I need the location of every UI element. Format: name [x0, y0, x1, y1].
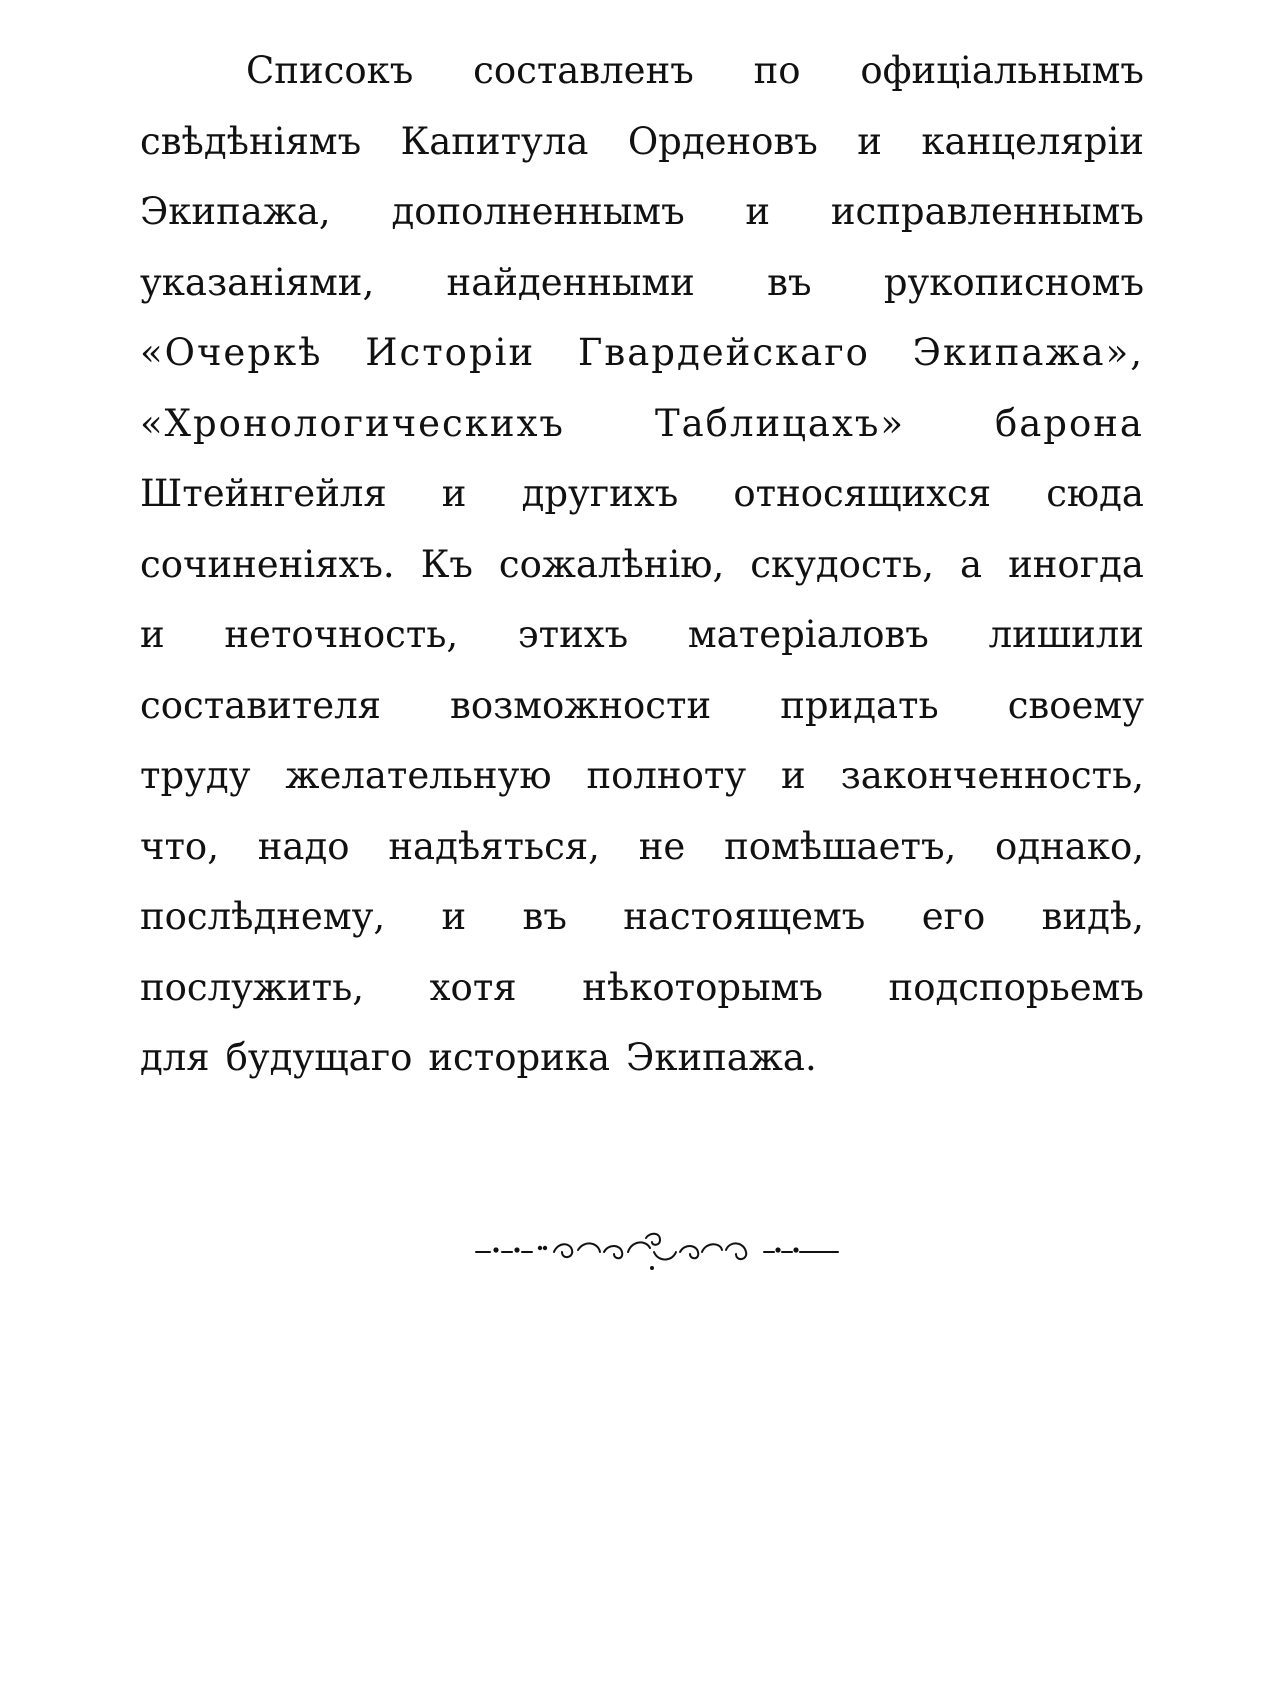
word: и	[441, 895, 467, 938]
word: Гвардейскаго	[577, 331, 870, 374]
text-line	[140, 953, 1144, 1024]
word: составителя	[140, 683, 381, 727]
word: и	[441, 472, 467, 515]
word: законченность,	[840, 754, 1144, 797]
word: историка	[428, 1036, 611, 1079]
ornamental-divider-icon	[474, 1228, 840, 1274]
word: труду	[140, 754, 251, 797]
word: барона	[994, 401, 1144, 445]
word: будущаго	[225, 1036, 413, 1079]
word: не	[638, 824, 686, 868]
word: настоящемъ	[623, 895, 866, 938]
word: иногда	[1008, 542, 1144, 586]
word: желательную	[285, 754, 552, 797]
word: въ	[522, 895, 567, 938]
text-line	[140, 741, 1144, 812]
paragraph	[140, 36, 1144, 1094]
word: Капитула	[400, 119, 589, 163]
word: исправленнымъ	[830, 190, 1144, 233]
word: дополненнымъ	[391, 190, 685, 233]
word: своему	[1007, 683, 1144, 727]
word: «Хронологическихъ	[140, 401, 565, 445]
word: Къ	[420, 542, 473, 586]
word: Штейнгейля	[140, 472, 387, 515]
word: послужить,	[140, 965, 365, 1009]
text-line	[140, 600, 1144, 671]
word: этихъ	[517, 613, 629, 656]
word: Списокъ	[246, 49, 414, 92]
word: и	[857, 119, 882, 163]
text-line	[140, 36, 1144, 107]
word: «Очеркѣ	[140, 331, 323, 374]
word: надо	[257, 824, 350, 868]
word: хотя	[429, 965, 517, 1009]
text-line	[140, 812, 1144, 883]
word: другихъ	[521, 472, 679, 515]
text-line	[140, 530, 1144, 601]
word: нѣкоторымъ	[582, 965, 823, 1009]
word: Исторіи	[365, 331, 536, 374]
word: Экипажа»,	[912, 331, 1144, 374]
word: надѣяться,	[388, 824, 600, 868]
word: скудость,	[750, 542, 935, 586]
word: и	[140, 613, 165, 656]
word: по	[753, 49, 801, 92]
word: относящихся	[733, 472, 992, 515]
word: въ	[767, 260, 812, 304]
word: найденными	[446, 260, 695, 304]
word: Экипажа.	[626, 1036, 817, 1079]
word: придать	[780, 683, 939, 727]
word: подспорьемъ	[888, 965, 1144, 1009]
word: свѣдѣніямъ	[140, 119, 362, 163]
word: указаніями,	[140, 260, 375, 304]
text-line	[140, 107, 1144, 178]
text-line	[140, 248, 1144, 319]
word: что,	[140, 824, 219, 868]
word: составленъ	[473, 49, 694, 92]
word: послѣднему,	[140, 895, 386, 938]
word: канцеляріи	[921, 119, 1144, 163]
word: сочиненіяхъ.	[140, 542, 395, 586]
text-line	[140, 1023, 1144, 1094]
word: матеріаловъ	[687, 613, 929, 656]
word: Экипажа,	[140, 190, 331, 233]
word: помѣшаетъ,	[724, 824, 957, 868]
word: возможности	[449, 683, 712, 727]
word: его	[921, 895, 986, 938]
text-line	[140, 177, 1144, 248]
text-line	[140, 318, 1144, 389]
word: сюда	[1046, 472, 1144, 515]
word: полноту	[586, 754, 747, 797]
word: однако,	[995, 824, 1144, 868]
word: а	[960, 542, 983, 586]
word: рукописномъ	[883, 260, 1144, 304]
word: и	[745, 190, 771, 233]
word: видѣ,	[1041, 895, 1144, 938]
text-line	[140, 671, 1144, 742]
word: Орденовъ	[627, 119, 818, 163]
text-line	[140, 882, 1144, 953]
text-line	[140, 459, 1144, 530]
word: сожалѣнію,	[498, 542, 725, 586]
word: неточность,	[224, 613, 459, 656]
word: для	[140, 1036, 210, 1079]
text-line	[140, 389, 1144, 460]
word: Таблицахъ»	[654, 401, 906, 445]
word: лишили	[988, 613, 1144, 656]
word: и	[781, 754, 806, 797]
word: офиціальнымъ	[860, 49, 1144, 92]
